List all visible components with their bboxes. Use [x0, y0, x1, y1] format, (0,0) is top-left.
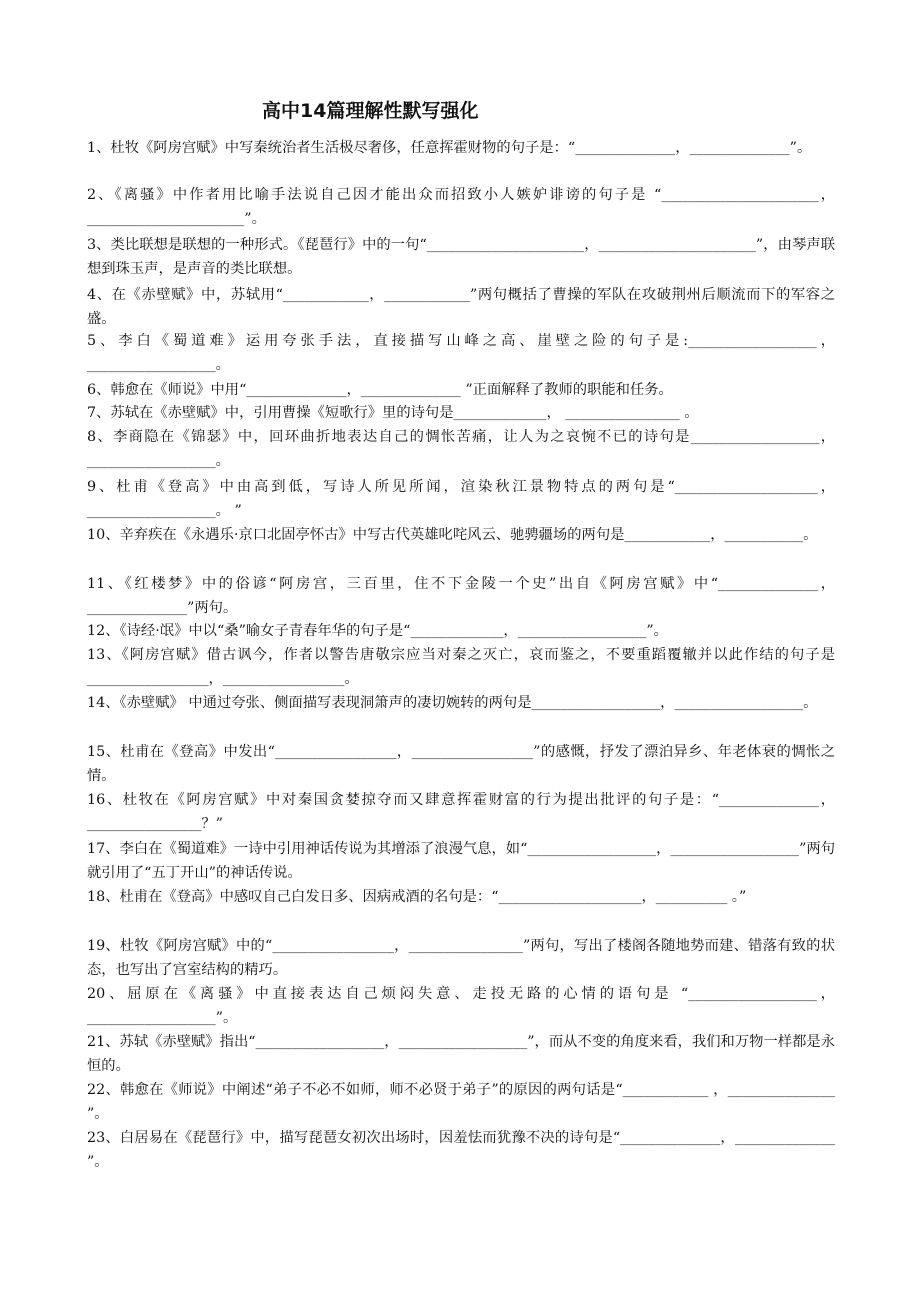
question-21: 21、苏轼《赤壁赋》指出“__________________，__________________”，而从不变的角度来看，我们和万物一样都是永恒的。: [87, 1034, 835, 1074]
question-17: 17、李白在《蜀道难》一诗中引用神话传说为其增添了浪漫气息，如“__________________，__________________”两句就引用了“五丁开山”的神话传说。: [87, 841, 835, 881]
question-9: 9、杜甫《登高》中由高到低，写诗人所见所闻，渲染秋江景物特点的两句是“____________________，__________________。 ”: [87, 479, 835, 519]
question-7: 7、苏轼在《赤壁赋》中，引用曹操《短歌行》里的诗句是_____________， ________________ 。: [87, 405, 699, 421]
question-23: 23、白居易在《琵琶行》中，描写琵琶女初次出场时，因羞怯而犹豫不决的诗句是“______________，______________ ”。: [87, 1130, 835, 1170]
question-22: 22、韩愈在《师说》中阐述“弟子不必不如师，师不必贤于弟子”的原因的两句话是“____________ ，_______________ ”。: [87, 1082, 835, 1122]
question-15: 15、杜甫在《登高》中发出“_________________，_________________”的感慨，抒发了漂泊异乡、年老体衰的惆怅之情。: [87, 744, 835, 784]
question-1: 1、杜牧《阿房宫赋》中写秦统治者生活极尽奢侈，任意挥霍财物的句子是：“______________，______________”。: [87, 140, 812, 156]
question-19: 19、杜牧《阿房宫赋》中的“_________________，________________”两句，写出了楼阁各随地势而建、错落有致的状态，也写出了宫室结构的精巧。: [87, 938, 835, 978]
question-12: 12、《诗经·氓》中以“桑”喻女子青春年华的句子是“_____________，__________________”。: [87, 623, 668, 639]
question-14: 14、《赤壁赋》 中通过夸张、侧面描写表现洞箫声的凄切婉转的两句是__________________，__________________。: [87, 695, 818, 711]
question-18: 18、杜甫在《登高》中感叹自己白发日多、因病戒酒的名句是：“____________________，__________ 。”: [87, 889, 747, 905]
document-title: 高中14篇理解性默写强化: [262, 100, 479, 122]
question-13: 13、《阿房宫赋》借古讽今，作者以警告唐敬宗应当对秦之灭亡，哀而鉴之，不要重蹈覆辙并以此作结的句子是_________________，_________________。: [87, 647, 835, 687]
question-11: 11、《红楼梦》中的俗谚“阿房宫，三百里，住不下金陵一个史”出自《阿房宫赋》中“______________，______________”两句。: [87, 576, 835, 616]
question-10: 10、辛弃疾在《永遇乐·京口北固亭怀古》中写古代英雄叱咤风云、驰骋疆场的两句是____________，___________。: [87, 527, 818, 543]
question-3: 3、类比联想是联想的一种形式。《琵琶行》中的一句“______________________，______________________”，由琴声联想到珠玉声，是声音的类比联想。: [87, 237, 835, 277]
question-16: 16、杜牧在《阿房宫赋》中对秦国贪婪掠夺而又肆意挥霍财富的行为提出批评的句子是：“______________，________________？”: [87, 792, 835, 832]
question-6: 6、韩愈在《师说》中用“______________，______________ ”正面解释了教师的职能和任务。: [87, 382, 673, 398]
question-4: 4、在《赤壁赋》中，苏轼用“____________，____________”两句概括了曹操的军队在攻破荆州后顺流而下的军容之盛。: [87, 287, 835, 327]
question-2: 2、《离骚》中作者用比喻手法说自己因才能出众而招致小人嫉妒诽谤的句子是 “______________________，______________________”。: [87, 187, 835, 227]
question-20: 20、屈原在《离骚》中直接表达自己烦闷失意、走投无路的心情的语句是 “__________________，__________________”。: [87, 986, 835, 1026]
question-5: 5、李白《蜀道难》运用夸张手法，直接描写山峰之高、崖壁之险的句子是:__________________，__________________。: [87, 333, 835, 373]
question-8: 8、李商隐在《锦瑟》中，回环曲折地表达自己的惆怅苦痛，让人为之哀惋不已的诗句是__________________，__________________。: [87, 429, 835, 469]
